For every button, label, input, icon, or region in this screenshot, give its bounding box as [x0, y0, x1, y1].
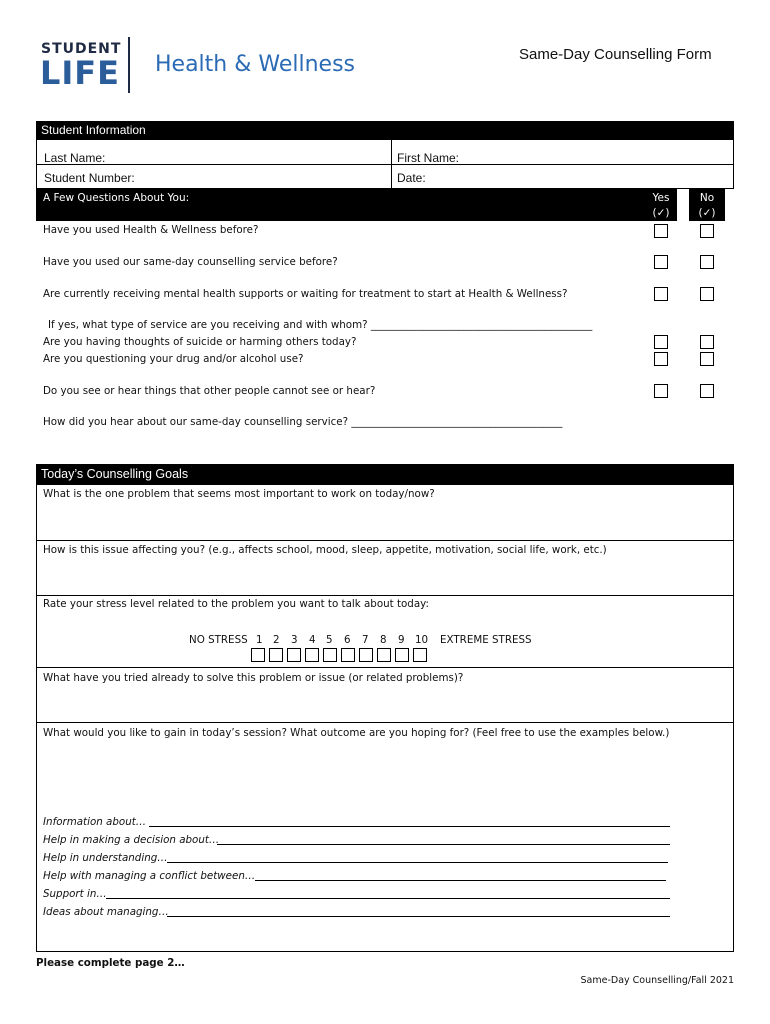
stress-level-5-checkbox[interactable] [323, 648, 337, 662]
stress-level-6-checkbox[interactable] [341, 648, 355, 662]
logo-health-wellness: Health & Wellness [155, 52, 356, 77]
question-service-type[interactable]: If yes, what type of service are you receiving and with whom? ___________________________________________ [48, 319, 593, 331]
stress-scale [251, 634, 433, 666]
goals-row-divider [36, 722, 734, 723]
example-managing-conflict: Help with managing a conflict between… [43, 870, 256, 882]
stress-level-1-checkbox[interactable] [251, 648, 265, 662]
continue-note: Please complete page 2… [36, 957, 185, 969]
stress-level-7-label: 7 [362, 634, 369, 646]
student-info-row-divider [37, 164, 733, 165]
stress-level-4-checkbox[interactable] [305, 648, 319, 662]
no-checkbox[interactable] [700, 224, 714, 238]
stress-level-10-checkbox[interactable] [413, 648, 427, 662]
example-support-in: Support in… [43, 888, 107, 900]
goal-issue-effect-answer[interactable] [43, 556, 723, 594]
example-ideas-managing: Ideas about managing… [43, 906, 169, 918]
goal-main-problem: What is the one problem that seems most important to work on today/now? [43, 488, 435, 500]
date-field[interactable]: Date: [397, 171, 426, 185]
stress-level-3-label: 3 [291, 634, 298, 646]
yes-checkbox[interactable] [654, 224, 668, 238]
example-information-about: Information about… [43, 816, 147, 828]
stress-scale-high-label: EXTREME STRESS [440, 634, 532, 646]
question-used-hw: Have you used Health & Wellness before? [43, 224, 259, 236]
stress-level-9-label: 9 [398, 634, 405, 646]
no-checkbox[interactable] [700, 352, 714, 366]
question-used-same-day: Have you used our same-day counselling service before? [43, 256, 338, 268]
yes-checkbox[interactable] [654, 352, 668, 366]
goal-session-outcome: What would you like to gain in today’s session? What outcome are you hoping for? (Feel free to use the examples below.) [43, 727, 670, 739]
form-footer-id: Same-Day Counselling/Fall 2021 [580, 975, 734, 986]
yes-checkbox[interactable] [654, 255, 668, 269]
questions-heading: A Few Questions About You: [43, 192, 190, 204]
student-number-field[interactable]: Student Number: [44, 171, 135, 185]
example-support-in-line[interactable] [106, 898, 670, 899]
goals-row-divider [36, 667, 734, 668]
yes-checkbox[interactable] [654, 384, 668, 398]
stress-level-4-label: 4 [309, 634, 316, 646]
goal-stress-rating: Rate your stress level related to the problem you want to talk about today: [43, 598, 429, 610]
stress-level-10-label: 10 [415, 634, 429, 646]
yes-check-mark: (✓) [652, 207, 670, 219]
question-current-supports: Are currently receiving mental health supports or waiting for treatment to start at Health & Wellness? [43, 288, 568, 300]
question-see-hear-things: Do you see or hear things that other people cannot see or hear? [43, 385, 376, 397]
example-information-about-line[interactable] [149, 826, 670, 827]
no-checkbox[interactable] [700, 384, 714, 398]
no-checkbox[interactable] [700, 287, 714, 301]
stress-level-2-checkbox[interactable] [269, 648, 283, 662]
logo-student-text: STUDENT [41, 41, 122, 57]
goals-table-bottom-border [36, 951, 734, 952]
stress-level-7-checkbox[interactable] [359, 648, 373, 662]
first-name-field[interactable]: First Name: [397, 151, 460, 165]
no-checkbox[interactable] [700, 255, 714, 269]
stress-level-8-label: 8 [380, 634, 387, 646]
stress-level-5-label: 5 [326, 634, 333, 646]
example-understanding: Help in understanding… [43, 852, 168, 864]
question-suicide-thoughts: Are you having thoughts of suicide or harming others today? [43, 336, 357, 348]
goals-heading: Today’s Counselling Goals [36, 464, 734, 484]
goal-tried-already: What have you tried already to solve this problem or issue (or related problems)? [43, 672, 464, 684]
last-name-field[interactable]: Last Name: [44, 151, 106, 165]
student-info-heading: Student Information [36, 121, 734, 139]
stress-level-3-checkbox[interactable] [287, 648, 301, 662]
yes-label: Yes [652, 192, 670, 204]
stress-level-6-label: 6 [344, 634, 351, 646]
no-label: No [699, 192, 715, 204]
example-decision-about: Help in making a decision about… [43, 834, 220, 846]
yes-checkbox[interactable] [654, 287, 668, 301]
logo-life-text: LIFE [40, 54, 121, 92]
stress-level-9-checkbox[interactable] [395, 648, 409, 662]
stress-level-1-label: 1 [256, 634, 263, 646]
stress-level-2-label: 2 [273, 634, 280, 646]
stress-level-8-checkbox[interactable] [377, 648, 391, 662]
example-decision-about-line[interactable] [217, 844, 670, 845]
goals-row-divider [36, 595, 734, 596]
form-title: Same-Day Counselling Form [519, 46, 712, 63]
question-drug-alcohol: Are you questioning your drug and/or alcohol use? [43, 353, 304, 365]
question-how-heard[interactable]: How did you hear about our same-day counselling service? _________________________________________ [43, 416, 563, 428]
example-ideas-managing-line[interactable] [167, 916, 670, 917]
student-info-table [36, 139, 734, 189]
no-checkbox[interactable] [700, 335, 714, 349]
yes-checkbox[interactable] [654, 335, 668, 349]
goal-issue-effect: How is this issue affecting you? (e.g., affects school, mood, sleep, appetite, motivation, social life, work, etc.) [43, 544, 607, 556]
example-understanding-line[interactable] [167, 862, 668, 863]
goals-row-divider [36, 540, 734, 541]
no-check-mark: (✓) [698, 207, 716, 219]
goal-main-problem-answer[interactable] [43, 500, 723, 538]
example-managing-conflict-line[interactable] [255, 880, 666, 881]
goal-tried-already-answer[interactable] [43, 684, 723, 720]
stress-scale-low-label: NO STRESS [189, 634, 248, 646]
logo-divider [128, 37, 130, 93]
